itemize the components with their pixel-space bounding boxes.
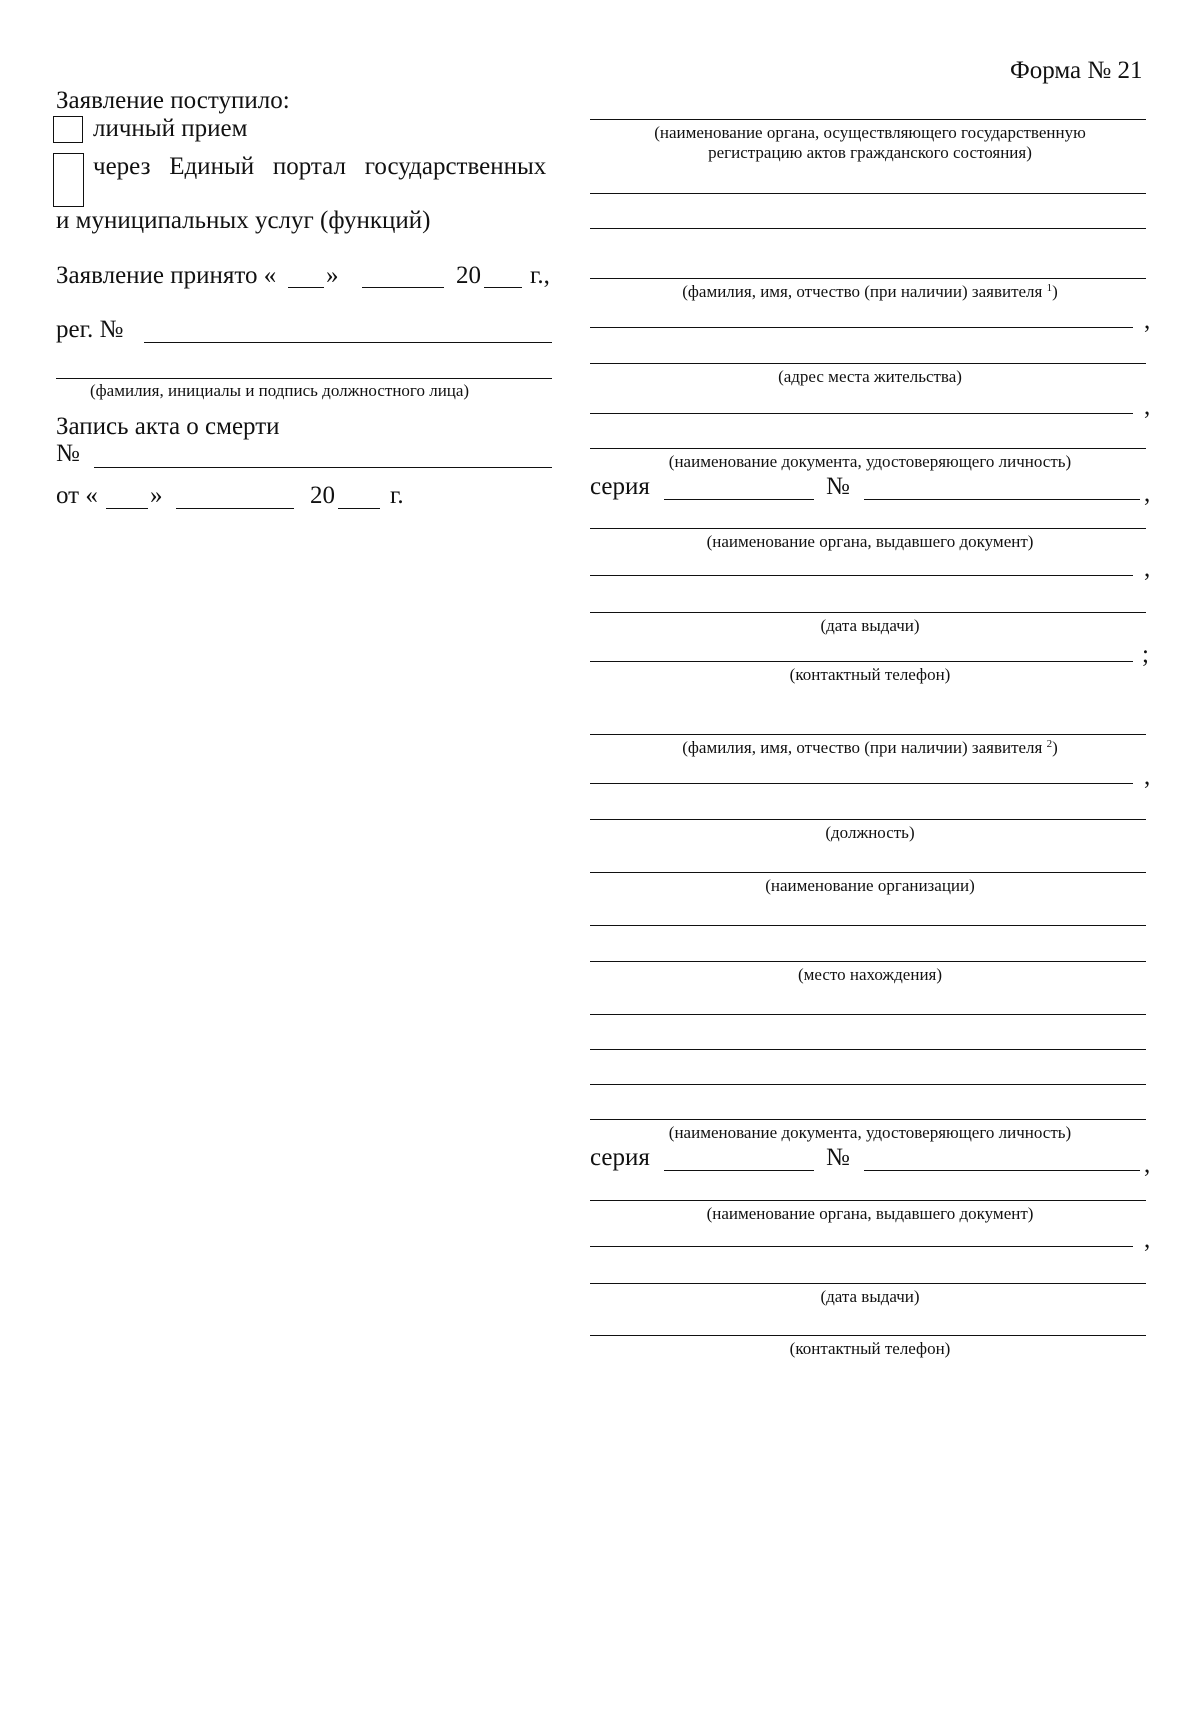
number-label: № — [826, 473, 850, 500]
location-line-2[interactable] — [590, 1014, 1146, 1015]
series-line[interactable] — [664, 499, 814, 500]
id-doc-caption: (наименование документа, удостоверяющего личность) — [668, 452, 1072, 471]
issuer-caption-2: (наименование органа, выдавшего документ) — [706, 1204, 1034, 1223]
record-number-label: № — [56, 440, 80, 467]
phone-caption-2: (контактный телефон) — [789, 1339, 951, 1358]
phone-line[interactable] — [590, 661, 1133, 662]
authority-line[interactable] — [590, 119, 1146, 120]
series-label: серия — [590, 473, 650, 500]
comma: , — [1144, 1151, 1151, 1178]
personal-visit-checkbox[interactable] — [53, 116, 83, 143]
comma: , — [1144, 763, 1151, 790]
portal-label-line2: и муниципальных услуг (функций) — [56, 207, 431, 234]
personal-visit-label: личный прием — [93, 115, 248, 142]
comma: , — [1144, 1226, 1151, 1253]
semicolon: ; — [1142, 641, 1149, 668]
id-doc-caption-2: (наименование документа, удостоверяющего личность) — [668, 1123, 1072, 1142]
location-line[interactable] — [590, 961, 1146, 962]
record-month-line[interactable] — [176, 508, 294, 509]
id-doc-line-2[interactable] — [590, 1119, 1146, 1120]
location-line-4[interactable] — [590, 1084, 1146, 1085]
org-line-2[interactable] — [590, 925, 1146, 926]
record-number-line[interactable] — [94, 467, 552, 468]
accepted-year-prefix: 20 — [456, 262, 481, 289]
issue-date-line-2[interactable] — [590, 1283, 1146, 1284]
address-line-2[interactable] — [590, 413, 1133, 414]
applicant1-name-line[interactable] — [590, 278, 1146, 279]
record-quote: » — [150, 482, 163, 509]
issuer-line[interactable] — [590, 528, 1146, 529]
issuer-line-4[interactable] — [590, 1246, 1133, 1247]
org-caption: (наименование организации) — [765, 876, 975, 895]
position-line[interactable] — [590, 819, 1146, 820]
number-line[interactable] — [864, 499, 1140, 500]
applicant2-name-caption: (фамилия, имя, отчество (при наличии) заявителя $^2$) — [682, 738, 1058, 757]
record-day-line[interactable] — [106, 508, 148, 509]
form-number: Форма № 21 — [1010, 57, 1143, 84]
received-label: Заявление поступило: — [56, 87, 290, 114]
record-from-label: от « — [56, 482, 98, 509]
reg-label: рег. № — [56, 316, 124, 343]
record-year-prefix: 20 — [310, 482, 335, 509]
accepted-day-line[interactable] — [288, 287, 324, 288]
applicant1-extra-line[interactable] — [590, 327, 1133, 328]
location-caption: (место нахождения) — [797, 965, 943, 984]
authority-caption-1: (наименование органа, осуществляющего государственную — [654, 123, 1086, 142]
portal-checkbox[interactable] — [53, 153, 84, 207]
portal-label-line1: через Единый портал государственных — [93, 153, 547, 180]
accepted-quote: » — [326, 262, 339, 289]
authority-caption-2: регистрацию актов гражданского состояния) — [708, 143, 1032, 162]
official-signature-line[interactable] — [56, 378, 552, 379]
address-line[interactable] — [590, 363, 1146, 364]
comma: , — [1144, 555, 1151, 582]
address-caption: (адрес места жительства) — [778, 367, 962, 386]
reg-number-line[interactable] — [144, 342, 552, 343]
issuer-line-3[interactable] — [590, 1200, 1146, 1201]
record-year-line[interactable] — [338, 508, 380, 509]
number-line-2[interactable] — [864, 1170, 1140, 1171]
applicant2-name-line[interactable] — [590, 734, 1146, 735]
issue-date-caption-2: (дата выдачи) — [820, 1287, 920, 1306]
series-line-2[interactable] — [664, 1170, 814, 1171]
position-caption: (должность) — [825, 823, 915, 842]
issue-date-caption: (дата выдачи) — [820, 616, 920, 635]
id-doc-line[interactable] — [590, 448, 1146, 449]
series-label-2: серия — [590, 1144, 650, 1171]
accepted-year-line[interactable] — [484, 287, 522, 288]
org-line[interactable] — [590, 872, 1146, 873]
accepted-label: Заявление принято « — [56, 262, 277, 289]
accepted-end: г., — [530, 262, 550, 289]
accepted-month-line[interactable] — [362, 287, 444, 288]
phone-caption: (контактный телефон) — [789, 665, 951, 684]
phone-line-2[interactable] — [590, 1335, 1146, 1336]
comma: , — [1144, 480, 1151, 507]
applicant1-name-caption: (фамилия, имя, отчество (при наличии) заявителя $^1$) — [682, 282, 1058, 301]
number-label-2: № — [826, 1144, 850, 1171]
authority-line-3[interactable] — [590, 228, 1146, 229]
issuer-caption: (наименование органа, выдавшего документ) — [706, 532, 1034, 551]
applicant2-extra-line[interactable] — [590, 783, 1133, 784]
authority-line-2[interactable] — [590, 193, 1146, 194]
location-line-3[interactable] — [590, 1049, 1146, 1050]
issue-date-line[interactable] — [590, 612, 1146, 613]
official-caption: (фамилия, инициалы и подпись должностного лица) — [90, 381, 470, 400]
record-end: г. — [390, 482, 404, 509]
record-title: Запись акта о смерти — [56, 413, 280, 440]
issuer-line-2[interactable] — [590, 575, 1133, 576]
comma: , — [1144, 307, 1151, 334]
comma: , — [1144, 393, 1151, 420]
